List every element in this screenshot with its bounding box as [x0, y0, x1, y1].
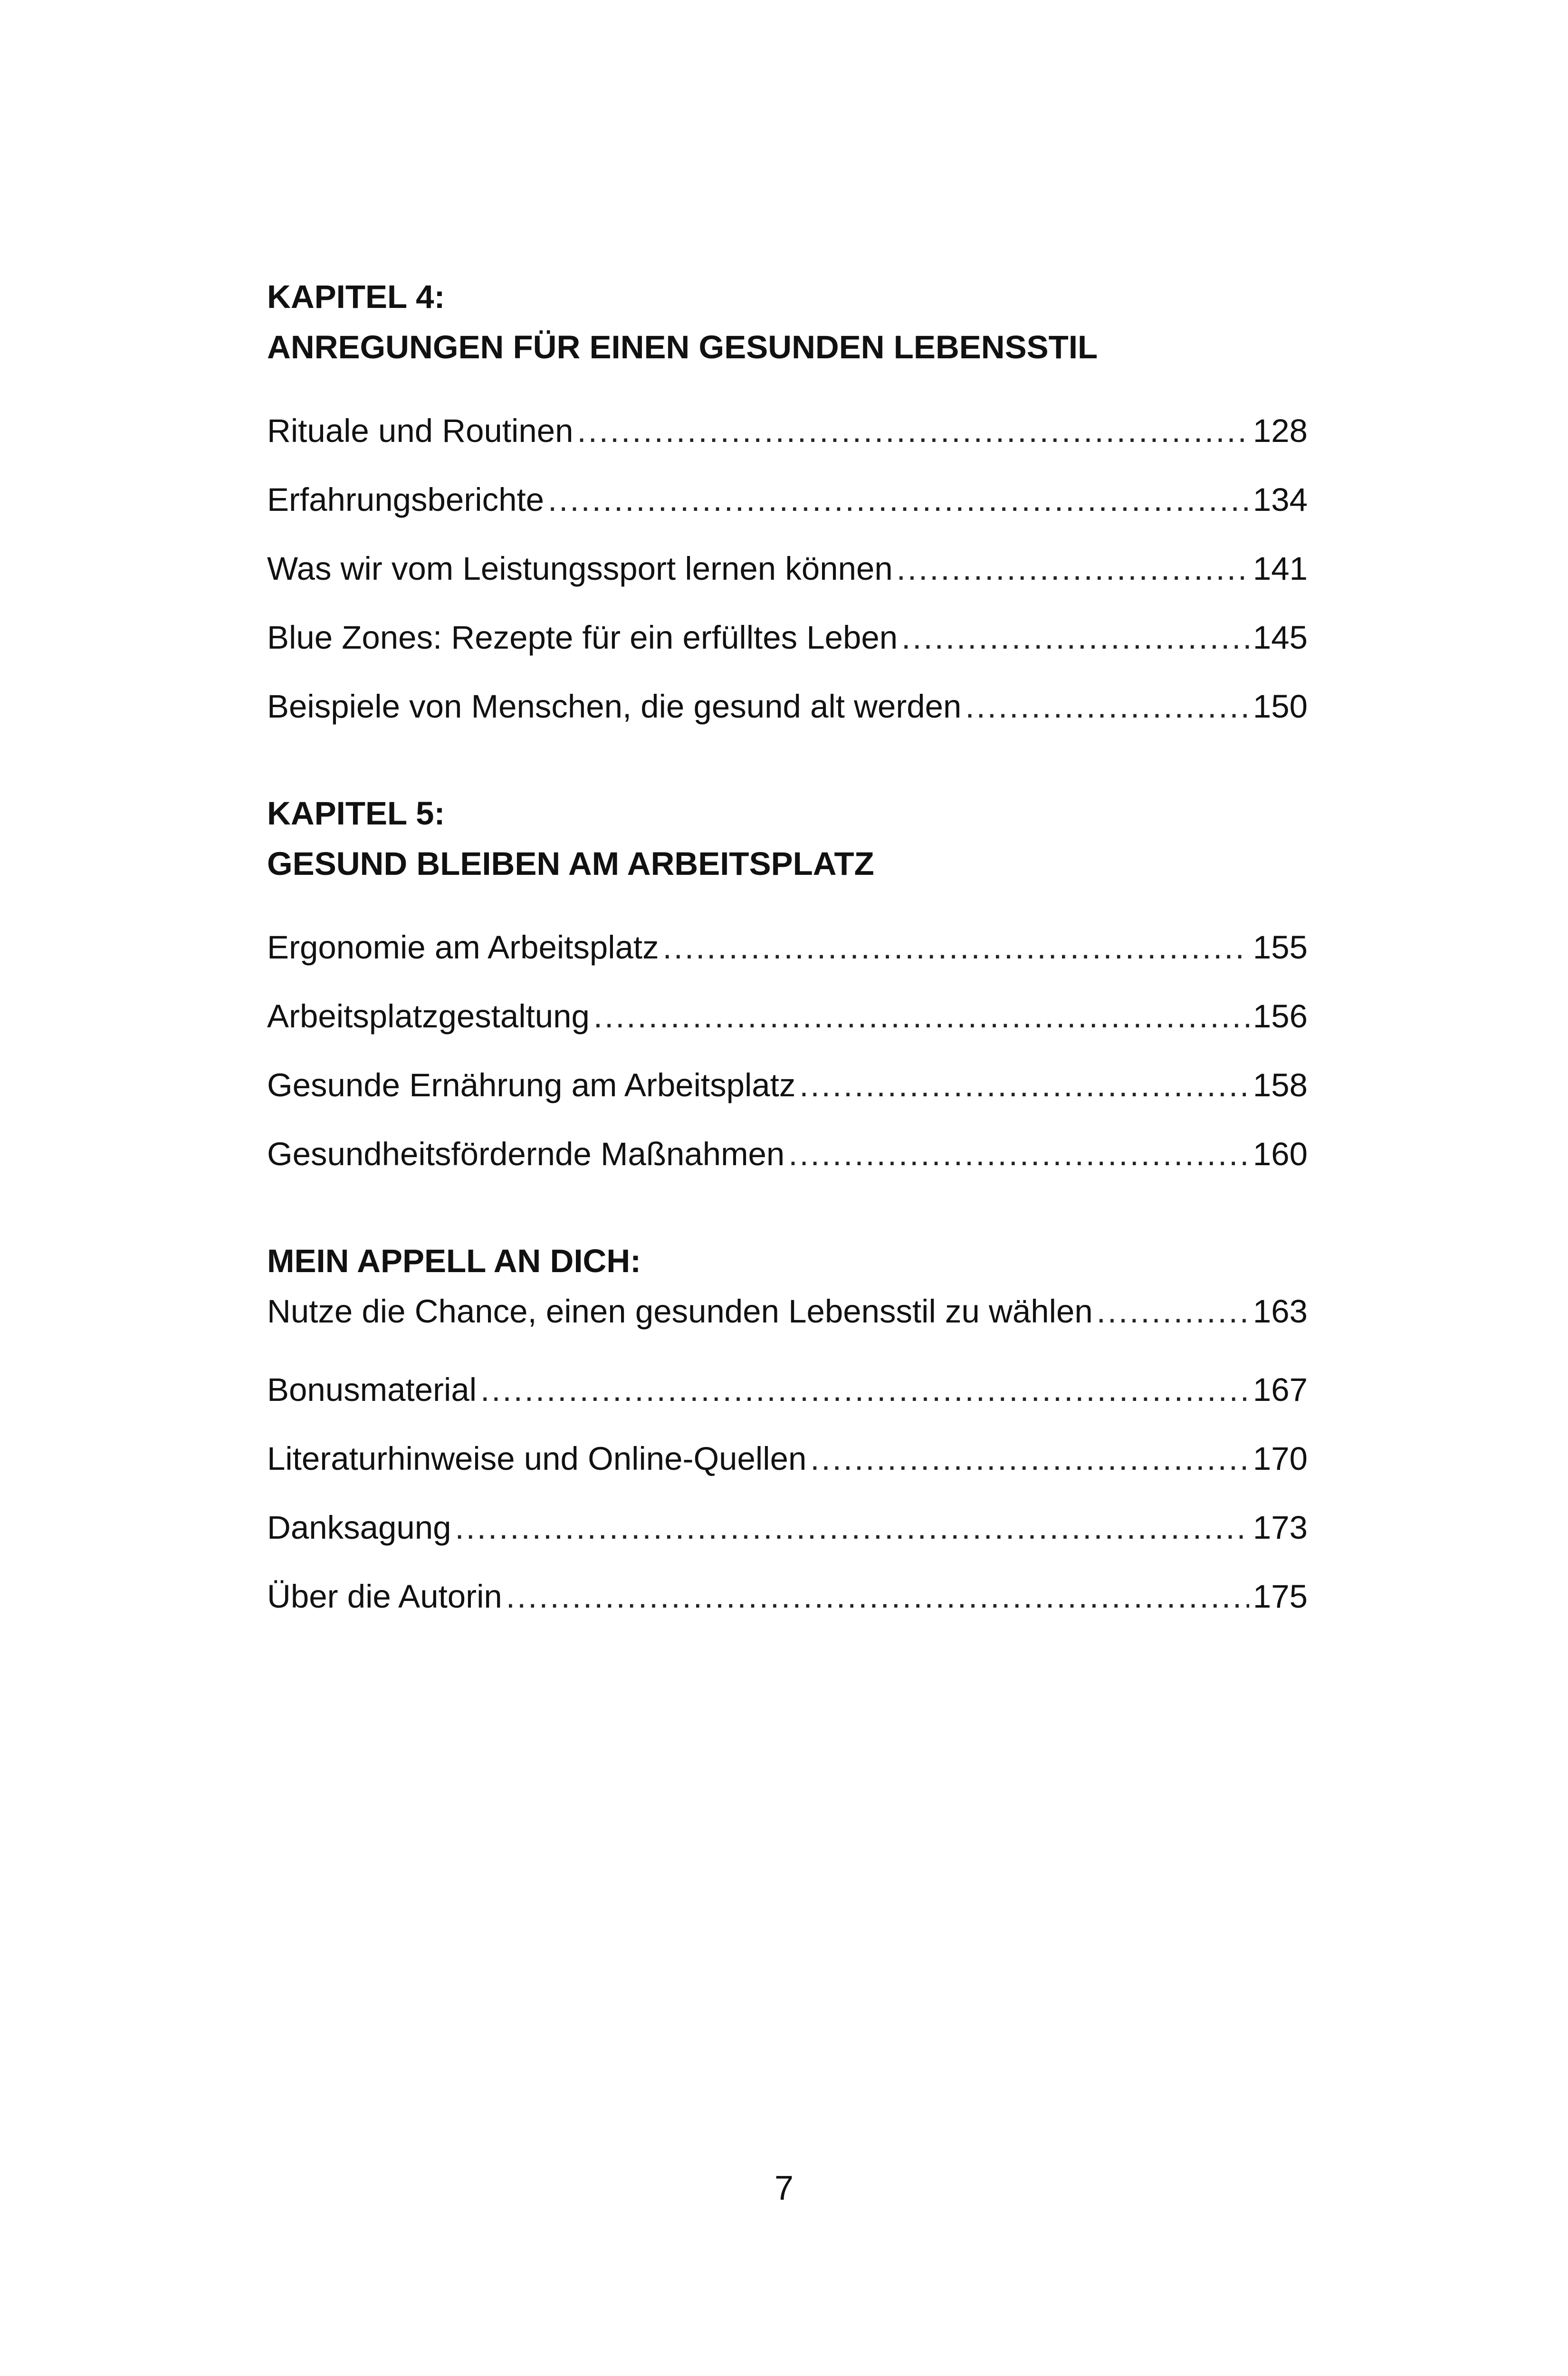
toc-entry-title: Rituale und Routinen [267, 412, 574, 449]
toc-entry[interactable] [267, 1051, 1308, 1120]
dot-leader [593, 982, 1249, 1051]
toc-entry[interactable] [267, 1424, 1308, 1493]
toc-entry-title: Gesundheitsfördernde Maßnahmen [267, 1136, 785, 1172]
toc-entry-page: 156 [1252, 998, 1308, 1035]
toc-entry-title: Bonusmaterial [267, 1371, 477, 1408]
toc-entry[interactable] [267, 672, 1308, 741]
toc-entry-title: Was wir vom Leistungssport lernen können [267, 550, 893, 587]
toc-entry[interactable] [267, 465, 1308, 534]
toc-entry[interactable] [267, 1355, 1308, 1424]
toc-entry[interactable] [267, 396, 1308, 465]
chapter-title: ANREGUNGEN FÜR EINEN GESUNDEN LEBENSSTIL [267, 329, 1098, 365]
toc-entry[interactable] [267, 534, 1308, 603]
toc-entry-page: 167 [1252, 1371, 1308, 1408]
spacer [267, 373, 1308, 396]
table-of-contents [267, 272, 1308, 1631]
toc-entry-page: 134 [1252, 481, 1308, 518]
spacer [267, 889, 1308, 913]
dot-leader [480, 1355, 1249, 1424]
toc-entry-title: Beispiele von Menschen, die gesund alt werden [267, 688, 962, 725]
chapter-title: GESUND BLEIBEN AM ARBEITSPLATZ [267, 845, 874, 882]
dot-leader [788, 1120, 1249, 1188]
dot-leader [965, 672, 1249, 741]
toc-entry-title: Nutze die Chance, einen gesunden Lebensstil zu wählen [267, 1293, 1093, 1330]
toc-entry[interactable] [267, 1286, 1308, 1337]
dot-leader [577, 396, 1249, 465]
dot-leader [506, 1562, 1249, 1631]
toc-entry-page: 141 [1252, 550, 1308, 587]
toc-entry-title: Arbeitsplatzgestaltung [267, 998, 590, 1035]
toc-entry-title: Literaturhinweise und Online-Quellen [267, 1440, 807, 1477]
dot-leader [455, 1493, 1249, 1562]
toc-entry-page: 158 [1252, 1067, 1308, 1103]
chapter-5-section [267, 788, 1308, 1188]
toc-entry-title: Über die Autorin [267, 1578, 502, 1615]
page-number: 7 [774, 2169, 794, 2207]
dot-leader [810, 1424, 1249, 1493]
dot-leader [548, 465, 1249, 534]
toc-entry[interactable] [267, 982, 1308, 1051]
toc-entry-title: Ergonomie am Arbeitsplatz [267, 929, 659, 966]
dot-leader [897, 534, 1249, 603]
toc-entry-page: 173 [1252, 1509, 1308, 1546]
chapter-label: KAPITEL 4: [267, 278, 445, 315]
toc-entry-page: 145 [1252, 619, 1308, 656]
toc-entry[interactable] [267, 913, 1308, 982]
dot-leader [1097, 1286, 1249, 1337]
dot-leader [663, 913, 1249, 982]
toc-entry-title: Blue Zones: Rezepte für ein erfülltes Leben [267, 619, 898, 656]
toc-entry-page: 160 [1252, 1136, 1308, 1172]
toc-entry-title: Gesunde Ernährung am Arbeitsplatz [267, 1067, 796, 1103]
toc-entry-title: Danksagung [267, 1509, 451, 1546]
chapter-label: KAPITEL 5: [267, 795, 445, 832]
toc-entry[interactable] [267, 1562, 1308, 1631]
toc-entry[interactable] [267, 603, 1308, 672]
toc-entry-title: Erfahrungsberichte [267, 481, 544, 518]
toc-entry-page: 175 [1252, 1578, 1308, 1615]
dot-leader [799, 1051, 1249, 1120]
toc-entry-page: 170 [1252, 1440, 1308, 1477]
toc-entry[interactable] [267, 1120, 1308, 1188]
chapter-4-section [267, 272, 1308, 741]
toc-entry-page: 155 [1252, 929, 1308, 966]
appeal-section [267, 1236, 1308, 1631]
toc-entry-page: 128 [1252, 412, 1308, 449]
toc-entry-page: 150 [1252, 688, 1308, 725]
toc-entry-page: 163 [1252, 1293, 1308, 1330]
dot-leader [901, 603, 1249, 672]
appeal-heading: MEIN APPELL AN DICH: [267, 1243, 641, 1279]
toc-entry[interactable] [267, 1493, 1308, 1562]
